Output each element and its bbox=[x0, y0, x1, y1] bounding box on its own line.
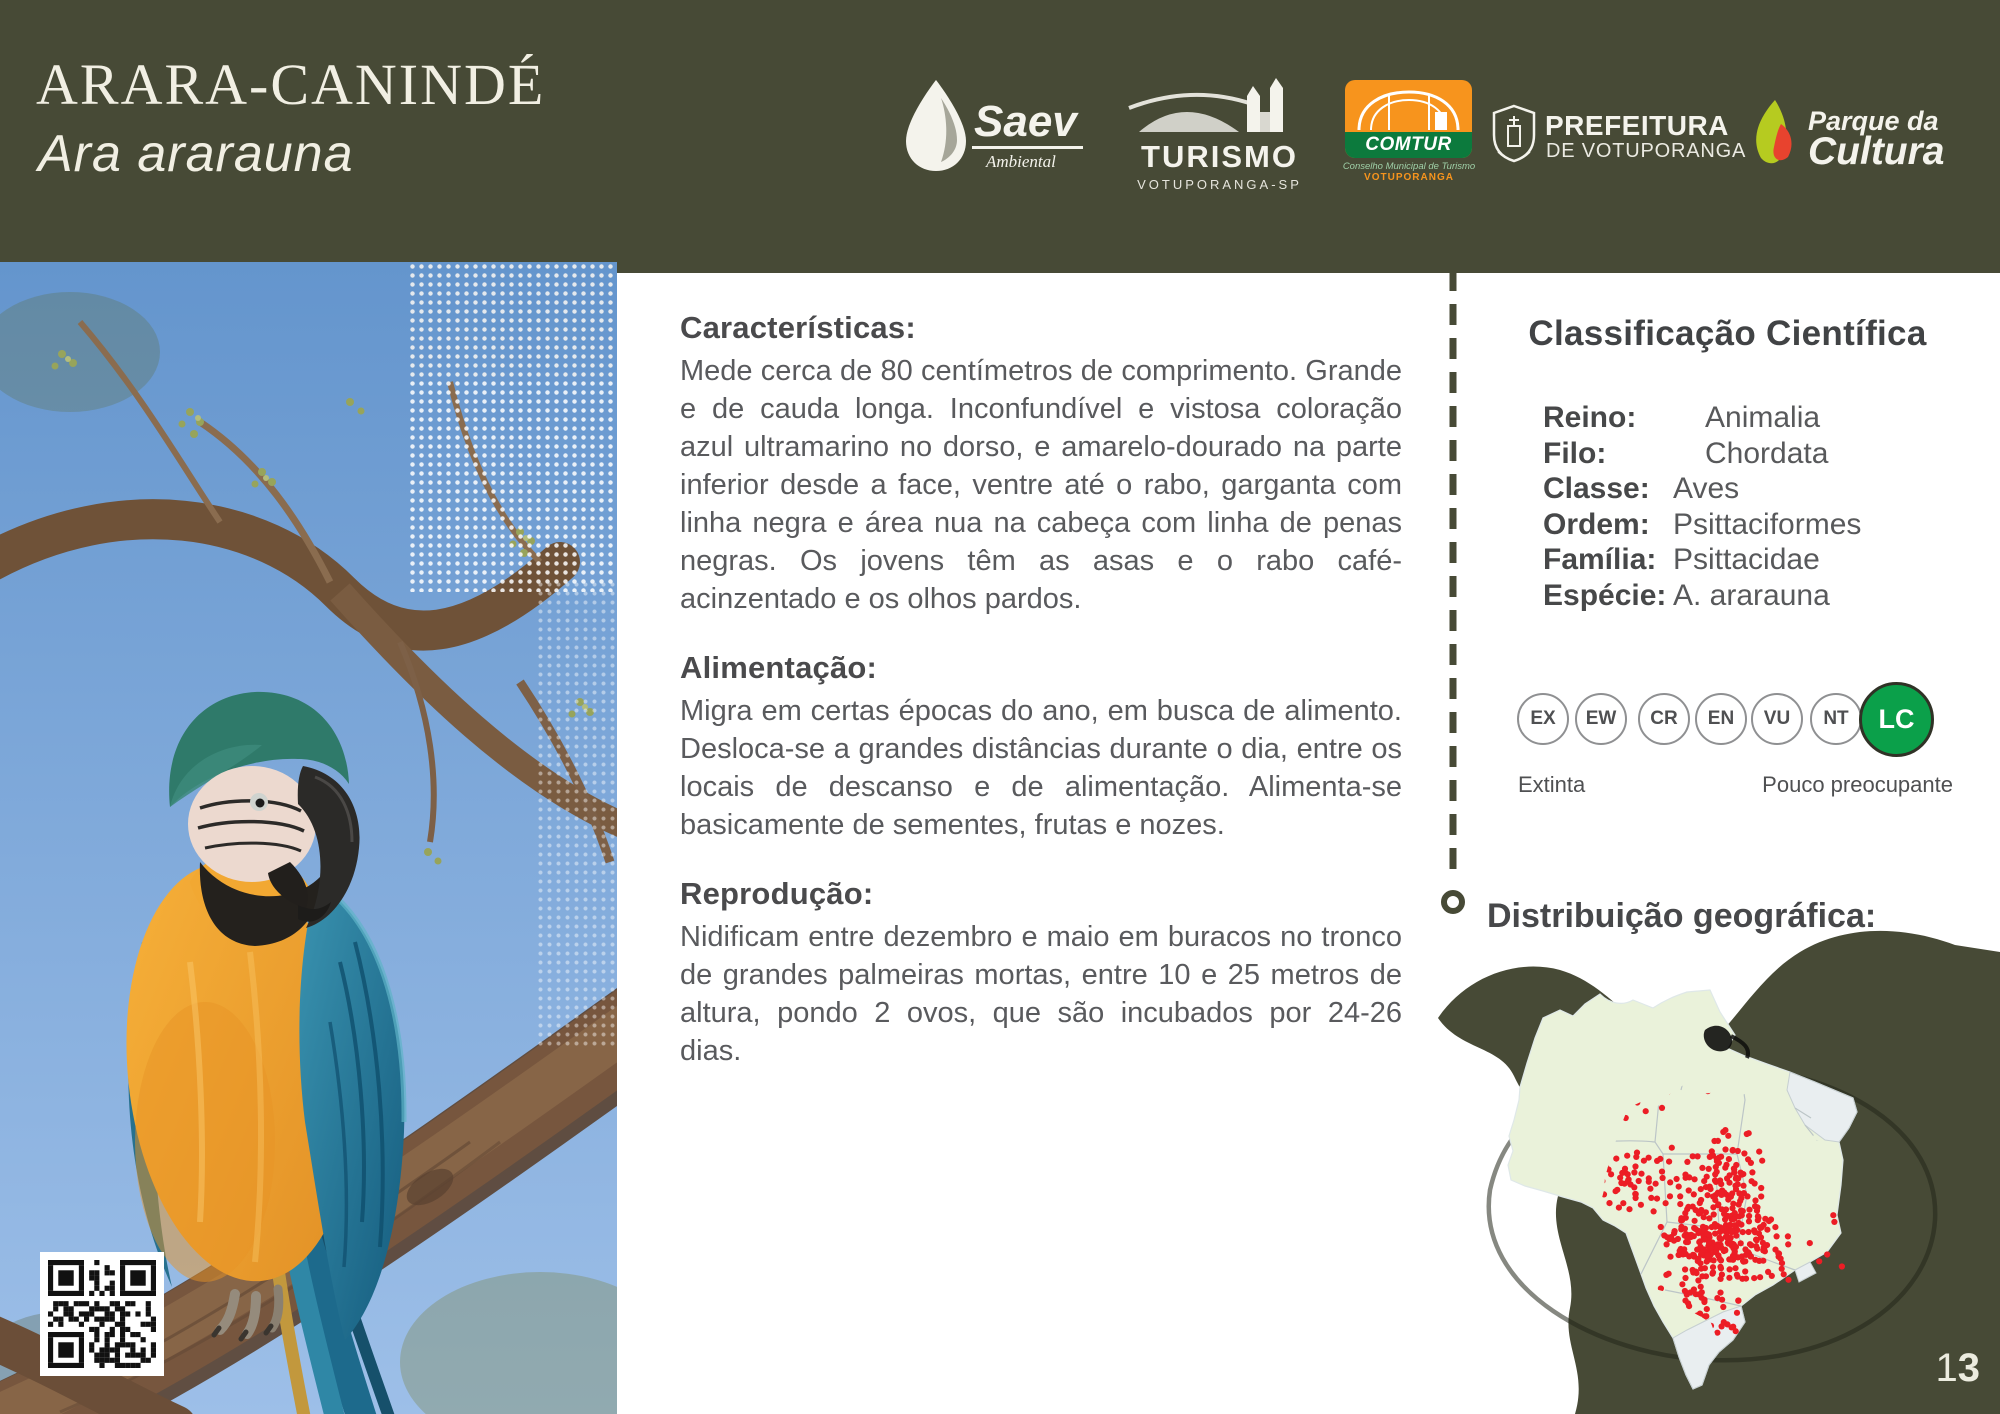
section-heading-alimentacao: Alimentação: bbox=[680, 650, 878, 685]
status-badge-en: EN bbox=[1695, 693, 1747, 745]
status-badge-ew: EW bbox=[1575, 693, 1627, 745]
comtur-council-label: Conselho Municipal de Turismo bbox=[1342, 161, 1476, 172]
saev-logo: Saev bbox=[972, 100, 1083, 149]
brazil-distribution-map bbox=[1420, 900, 2000, 1414]
taxonomy-row-ordem: Ordem: Psittaciformes bbox=[1543, 507, 1862, 541]
prefeitura-crest-icon bbox=[1490, 102, 1538, 164]
status-badge-lc-active: LC bbox=[1859, 682, 1934, 757]
header-band bbox=[0, 0, 2000, 273]
status-badge-vu: VU bbox=[1751, 693, 1803, 745]
section-heading-reproducao: Reprodução: bbox=[680, 876, 874, 911]
halftone-pattern-edge bbox=[536, 580, 617, 1050]
taxonomy-row-reino: Reino: Animalia bbox=[1543, 401, 1821, 434]
scientific-name-subtitle: Ara ararauna bbox=[38, 125, 354, 183]
status-label-extinct: Extinta bbox=[1518, 772, 1586, 797]
saev-tagline: Ambiental bbox=[986, 152, 1056, 171]
turismo-label: TURISMO bbox=[1141, 139, 1298, 174]
distribution-title: Distribuição geográfica: bbox=[1487, 897, 1877, 935]
turismo-city-label: VOTUPORANGA-SP bbox=[1137, 177, 1302, 192]
status-badge-cr: CR bbox=[1638, 693, 1690, 745]
section-heading-caracteristicas: Características: bbox=[680, 310, 916, 345]
halftone-pattern bbox=[408, 262, 617, 592]
taxonomy-list bbox=[1543, 400, 1861, 613]
turismo-skyline-icon bbox=[1127, 78, 1312, 134]
comtur-label: COMTUR bbox=[1345, 132, 1472, 158]
status-label-least-concern: Pouco preocupante bbox=[1762, 772, 1953, 797]
section-body-alimentacao: Migra em certas épocas do ano, em busca de alimento. Desloca-se a grandes distâncias durante o dia, entre os locais de descanso e de alimentação. Alimenta-se basicamente de sementes, frutas e nozes. bbox=[680, 695, 1402, 841]
taxonomy-row-familia: Família: Psittacidae bbox=[1543, 543, 1820, 576]
page-number: 13 bbox=[1935, 1346, 1980, 1390]
comtur-logo bbox=[1345, 80, 1472, 158]
qr-code bbox=[40, 1252, 164, 1376]
taxonomy-row-especie: Espécie: A. ararauna bbox=[1543, 578, 1830, 612]
classification-title: Classificação Científica bbox=[1528, 314, 1927, 353]
prefeitura-city-label: DE VOTUPORANGA bbox=[1546, 140, 1747, 162]
section-body-reproducao: Nidificam entre dezembro e maio em buracos no tronco de grandes palmeiras mortas, entre 10 e 25 metros de altura, pondo 2 ovos, que são incubados por 24-26 dias. bbox=[680, 921, 1402, 1067]
parque-leaf-icon bbox=[1748, 98, 1802, 170]
prefeitura-label: PREFEITURA bbox=[1545, 110, 1729, 141]
dashed-connector-line bbox=[1437, 264, 1469, 934]
comtur-building-icon bbox=[1345, 82, 1472, 134]
species-info-column bbox=[680, 310, 1402, 1070]
status-badge-ex: EX bbox=[1517, 693, 1569, 745]
section-body-caracteristicas: Mede cerca de 80 centímetros de comprimento. Grande e de cauda longa. Inconfundível e vistosa coloração azul ultramarino no dorso, e amarelo-dourado na parte inferior desde a face, ventre até o rabo, garganta com linha negra e área nua na cabeça com linha de penas negras. Os jovens têm as asas e o rabo café-acinzentado e os olhos pardos. bbox=[680, 355, 1402, 615]
parque-label-line1: Parque da bbox=[1808, 106, 1939, 136]
conservation-status-scale bbox=[1517, 680, 1937, 758]
status-badge-nt: NT bbox=[1810, 693, 1862, 745]
turismo-logo bbox=[1122, 78, 1317, 192]
comtur-city-label: VOTUPORANGA bbox=[1364, 172, 1454, 183]
saev-drop-icon bbox=[905, 78, 967, 174]
taxonomy-row-classe: Classe: Aves bbox=[1543, 472, 1740, 505]
taxonomy-row-filo: Filo: Chordata bbox=[1543, 436, 1829, 470]
parque-label-line2: Cultura bbox=[1808, 130, 1945, 173]
page-title: ARARA-CANINDÉ bbox=[36, 52, 546, 117]
